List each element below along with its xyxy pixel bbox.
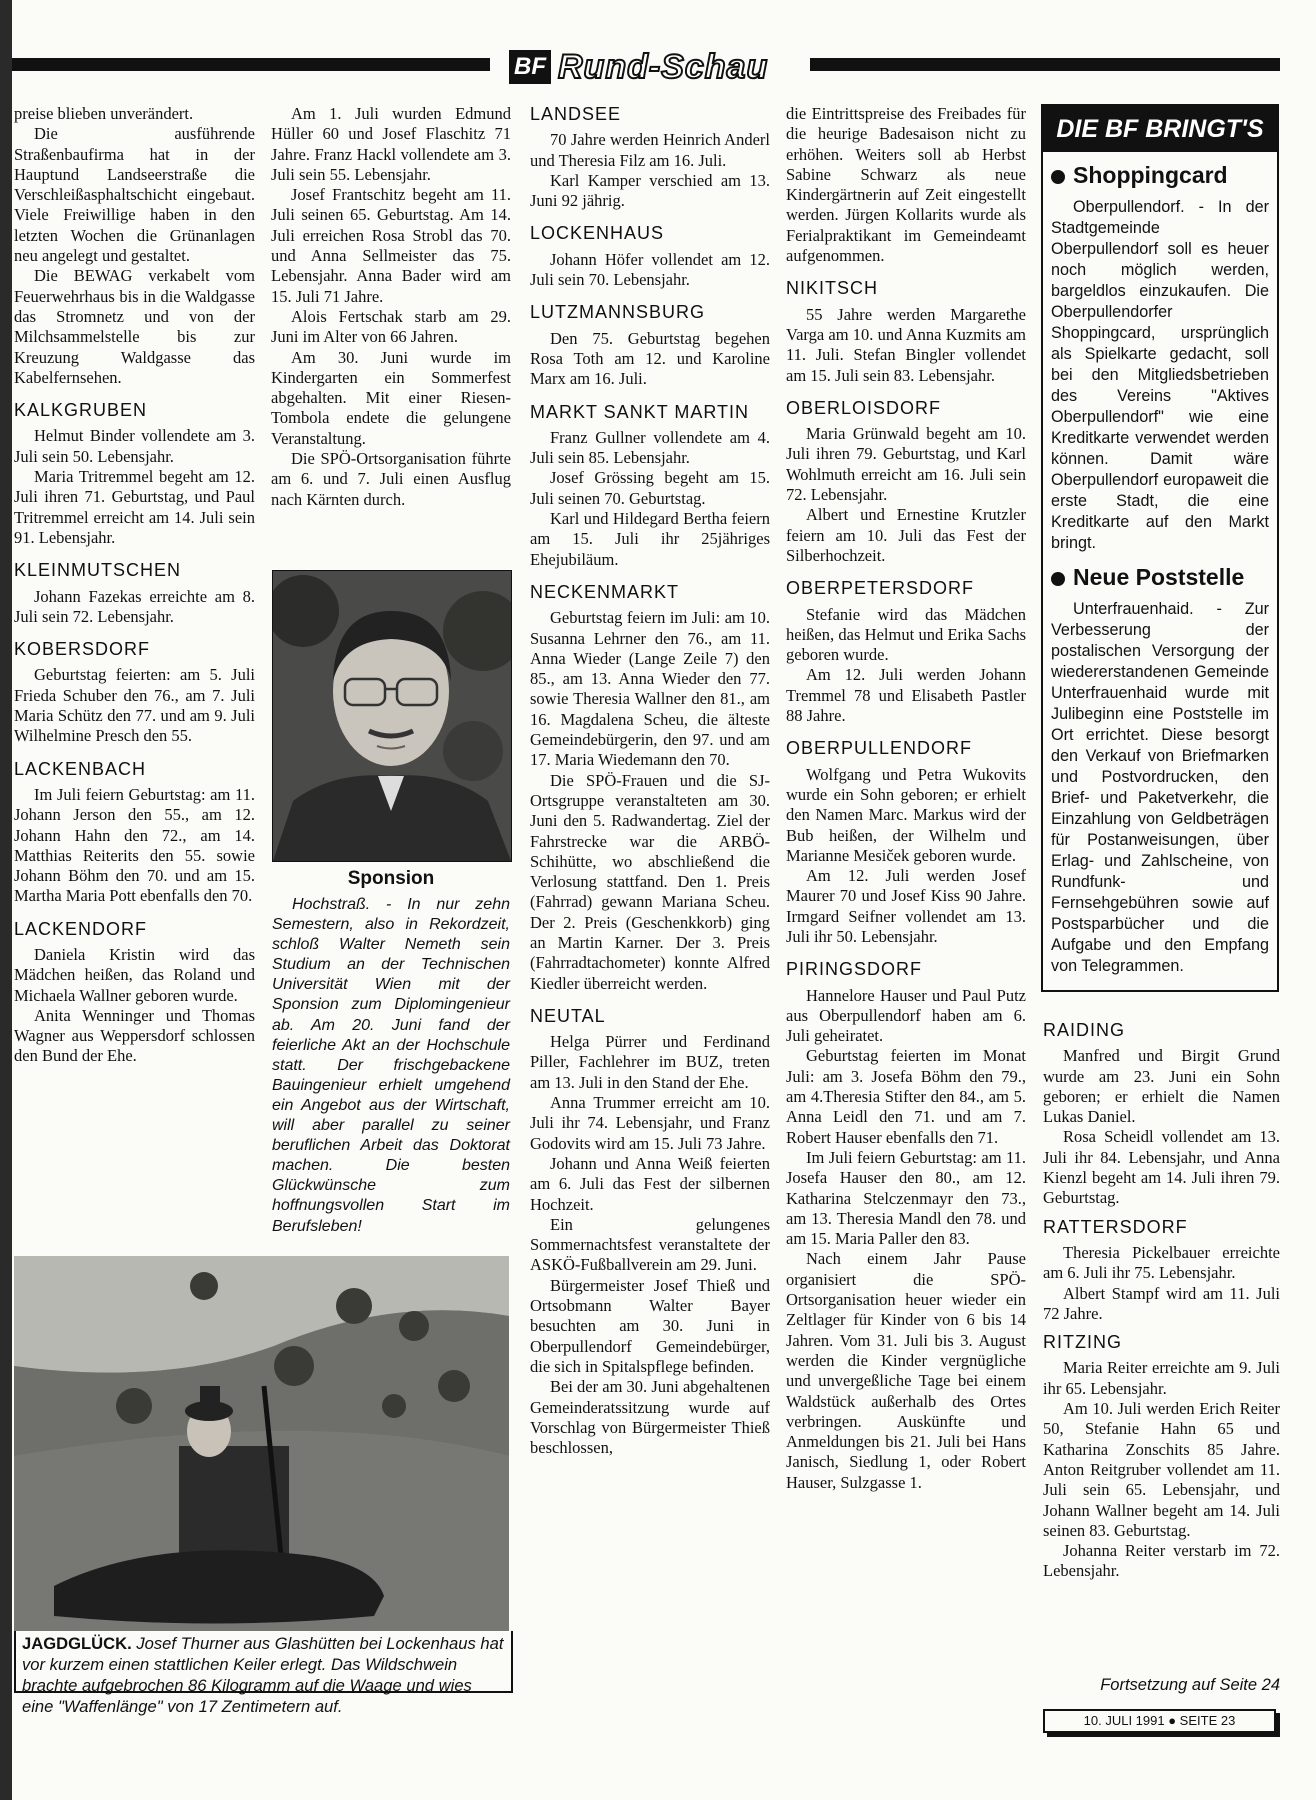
sponsion-heading: Sponsion [347, 868, 435, 889]
column-2 [271, 104, 511, 510]
article-text: Karl und Hildegard Bertha feiern am 15. Juli ihr 25jähriges Ehejubiläum. [530, 509, 770, 569]
article-text: Den 75. Geburtstag begehen Rosa Toth am 12. und Karoline Marx am 16. Juli. [530, 328, 770, 389]
section-title: Rund-Schau [558, 48, 769, 86]
masthead [12, 48, 1282, 88]
bf-logo: BF [509, 50, 551, 84]
column-5 [1043, 1012, 1280, 1582]
article-text: Maria Reiter erreichte am 9. Juli ihr 65. Lebensjahr. [1043, 1358, 1280, 1398]
article-text: Josef Grössing begeht am 15. Juli seinen 70. Geburtstag. [530, 468, 770, 508]
article-text: 70 Jahre werden Heinrich Anderl und Theresia Filz am 16. Juli. [530, 130, 770, 170]
column-3 [530, 104, 770, 1458]
article-text: Die BEWAG verkabelt vom Feuerwehrhaus bis in die Waldgasse das Stromnetz und von der Milchsammelstelle bis zur Kreuzung Waldgasse das Kabelfernsehen. [14, 266, 255, 387]
article-text: Am 10. Juli werden Erich Reiter 50, Stefanie Hahn 65 und Katharina Zonschits 85 Jahre. Anton Reitgruber vollendet am 11. Juli sein 65. Lebensjahr, und Johann Wallner begeht am 14. Juli seinen 83. Geburtstag. [1043, 1399, 1280, 1540]
article-text: Albert und Ernestine Krutzler feiern am 10. Juli das Fest der Silberhochzeit. [786, 505, 1026, 565]
die-bf-bringts-box [1041, 104, 1279, 992]
section-heading: NECKENMARKT [530, 581, 680, 602]
article-text: Am 30. Juni wurde im Kindergarten ein Sommerfest abgehalten. Mit einer Riesen-Tombola endete die gelungene Veranstaltung. [271, 347, 511, 448]
article-text: Johann Fazekas erreichte am 8. Juli sein 72. Lebensjahr. [14, 586, 255, 626]
section-heading: KALKGRUBEN [14, 400, 148, 421]
masthead-rule-left [12, 58, 490, 71]
masthead-rule-right [810, 58, 1280, 71]
section-heading: RITZING [1043, 1332, 1122, 1353]
article-text: Bei der am 30. Juni abgehaltenen Gemeinderatssitzung wurde auf Vorschlag von Bürgermeister Thieß beschlossen, [530, 1377, 770, 1458]
portrait-photo [272, 570, 512, 862]
article-text: die Eintrittspreise des Freibades für die heurige Badesaison nicht zu erhöhen. Weiters soll ab Herbst Sabine Schwarz als neue Kindergärtnerin auf Zeit eingestellt werden. Jürgen Kollarits wurde als Ferialpraktikant im Gemeindeamt aufgenommen. [786, 104, 1026, 266]
section-heading: KOBERSDORF [14, 639, 151, 660]
section-heading: KLEINMUTSCHEN [14, 560, 182, 581]
column-1 [14, 104, 255, 1067]
article-text: Anna Trummer erreicht am 10. Juli ihr 74. Lebensjahr, und Franz Godovits wird am 15. Juli 73 Jahre. [530, 1093, 770, 1153]
article-text: Theresia Pickelbauer erreichte am 6. Juli ihr 75. Lebensjahr. [1043, 1242, 1280, 1283]
section-heading: OBERPETERSDORF [786, 578, 975, 599]
box-text: Oberpullendorf. - In der Stadtgemeinde Oberpullendorf soll es heuer noch möglich werden, bargeldlos einzukaufen. Die Oberpullendorfer Shoppingcard, ursprünglich als Spielkarte gedacht, soll bei den Mitgliedsbetrieben des Vereins "Aktives Oberpullendorf" wie eine Kreditkarte verwendet werden können. Damit wäre Oberpullendorf europaweit die erste Stadt, die eine Kreditkarte auf den Markt bringt. [1051, 198, 1269, 552]
section-heading: RATTERSDORF [1043, 1216, 1188, 1237]
article-text: Johann Höfer vollendet am 12. Juli sein 70. Lebensjahr. [530, 249, 770, 290]
section-heading: NIKITSCH [786, 278, 879, 299]
article-text: Wolfgang und Petra Wukovits wurde ein Sohn geboren; er erhielt den Namen Marc. Markus wird der Bub heißen, der Wilhelm und Marianne Mesiček geboren wurde. [786, 764, 1026, 865]
caption-text: Josef Thurner aus Glashütten bei Lockenhaus hat vor kurzem einen stattlichen Keiler erlegt. Das Wildschwein brachte aufgebrochen 86 Kilogramm auf die Waage und wies eine "Waffenlänge" von 17 Zentimetern auf. [22, 1634, 504, 1716]
bullet-icon [1051, 170, 1065, 184]
article-text: Ein gelungenes Sommernachtsfest veranstaltete der ASKÖ-Fußballverein am 29. Juni. [530, 1214, 770, 1275]
article-text: Am 12. Juli werden Johann Tremmel 78 und Elisabeth Pastler 88 Jahre. [786, 665, 1026, 726]
article-text: Helmut Binder vollendete am 3. Juli sein 50. Lebensjahr. [14, 426, 255, 466]
article-text: Die SPÖ-Frauen und die SJ-Ortsgruppe veranstalteten am 30. Juni den 5. Radwandertag. Ziel der Fahrstrecke war die ARBÖ-Schihütte, wo abschließend die Verlosung stattfand. Den 1. Preis (Fahrrad) gewann Mariana Scheu. Der 2. Preis (Geschenkkorb) ging an Martin Karner. Der 3. Preis (Fahrradtachometer) konnte Alfred Kiedler überreicht werden. [530, 770, 770, 993]
article-text: Stefanie wird das Mädchen heißen, das Helmut und Erika Sachs geboren wurde. [786, 604, 1026, 665]
section-heading: LANDSEE [530, 104, 622, 124]
article-text: Geburtstag feiern im Juli: am 10. Susanna Lehrner den 76., am 11. Anna Wieder (Lange Zeile 7) den 85., am 13. Anna Wieder den 77. sowie Theresia Wallner den 81., am 16. Magdalena Scheu, die älteste Gemeindebürgerin, den 97. und am 17. Maria Wiedemann den 70. [530, 608, 770, 770]
article-text: Helga Pürrer und Ferdinand Piller, Fachlehrer im BUZ, treten am 13. Juli in den Stand der Ehe. [530, 1032, 770, 1092]
page-edge [0, 0, 12, 1800]
column-4 [786, 104, 1026, 1493]
box-header: DIE BF BRINGT'S [1043, 106, 1277, 152]
hunting-photo [14, 1256, 509, 1631]
box-subheading-text: Shoppingcard [1073, 162, 1228, 188]
section-heading: PIRINGSDORF [786, 959, 923, 980]
article-text: Nach einem Jahr Pause organisiert die SPÖ-Ortsorganisation heuer wieder ein Zeltlager für Kinder von 6 bis 14 Jahren. Vom 31. Juli bis 3. August werden die Kinder vergnügliche und unvergeßliche Tage bei einem Waldstück außerhalb des Ortes verbringen. Auskünfte und Anmeldungen bis 21. Juli bei Hans Janisch, Siedlung 1, oder Robert Hauser, Sulzgasse 1. [786, 1249, 1026, 1492]
section-heading: OBERLOISDORF [786, 397, 942, 418]
article-text: Im Juli feiern Geburtstag: am 11. Josefa Hauser den 80., am 12. Katharina Stelczenmayr den 73., am 13. Theresia Mandl den 78. und am 15. Maria Paller den 83. [786, 1147, 1026, 1249]
article-text: Albert Stampf wird am 11. Juli 72 Jahre. [1043, 1283, 1280, 1323]
article-text: Hannelore Hauser und Paul Putz aus Oberpullendorf haben am 6. Juli geheiratet. [786, 985, 1026, 1046]
article-text: Bürgermeister Josef Thieß und Ortsobmann Walter Bayer besuchten am 30. Juni in Oberpullendorf Gemeindebürger, die sich in Spitalspflege befinden. [530, 1275, 770, 1376]
sponsion-text: Hochstraß. - In nur zehn Semestern, also in Rekordzeit, schloß Walter Nemeth sein Studium an der Technischen Universität Wien mit der Sponsion zum Diplomingenieur ab. Am 20. Juni fand der feierliche Akt an der Hochschule statt. Der frischgebackene Bauingenieur erhielt umgehend ein Angebot aus der Wirtschaft, will aber parallel zu seiner beruflichen Arbeit das Doktorat machen. Die besten Glückwünsche zum hoffnungsvollen Start im Berufsleben! [272, 896, 510, 1235]
article-text: Anita Wenninger und Thomas Wagner aus Weppersdorf schlossen den Bund der Ehe. [14, 1005, 255, 1066]
section-heading: LOCKENHAUS [530, 223, 665, 244]
article-text: Maria Tritremmel begeht am 12. Juli ihren 71. Geburtstag, und Paul Tritremmel erreicht am 14. Juli sein 91. Lebensjahr. [14, 467, 255, 547]
hunting-caption [14, 1631, 513, 1716]
bullet-icon [1051, 572, 1065, 586]
article-text: preise blieben unverändert. [14, 104, 194, 123]
section-heading: NEUTAL [530, 1005, 606, 1026]
article-text: Johanna Reiter verstarb im 72. Lebensjahr. [1043, 1541, 1280, 1581]
article-text: Geburtstag feierten: am 5. Juli Frieda Schuber den 76., am 7. Juli Maria Schütz den 77. und am 9. Juli Wilhelmine Presch den 55. [14, 665, 255, 746]
article-text: Daniela Kristin wird das Mädchen heißen, das Roland und Michaela Wallner geboren wurde. [14, 944, 255, 1005]
section-heading: LACKENDORF [14, 918, 148, 939]
section-heading: LACKENBACH [14, 758, 147, 779]
continuation-note: Fortsetzung auf Seite 24 [1100, 1676, 1280, 1694]
section-heading: RAIDING [1043, 1020, 1126, 1040]
article-text: Die ausführende Straßenbaufirma hat in der Hauptund Landseerstraße die Verschleißasphaltschicht eingebaut. Viele Freiwillige haben in den letzten Wochen die Grünanlagen neu angelegt und gestaltet. [14, 124, 255, 266]
article-text: Geburtstag feierten im Monat Juli: am 3. Josefa Böhm den 79., am 4.Theresia Stifter den 84., am 5. Anna Leidl den 71. und am 7. Robert Hauser ebenfalls den 71. [786, 1046, 1026, 1147]
section-heading: MARKT SANKT MARTIN [530, 401, 750, 422]
article-text: Am 12. Juli werden Josef Maurer 70 und Josef Kiss 90 Jahre. Irmgard Seifner vollendet am 13. Juli ihr 50. Lebensjahr. [786, 866, 1026, 946]
article-text: Im Juli feiern Geburtstag: am 11. Johann Jerson den 55., am 12. Johann Hahn den 72., am 14. Matthias Reiterits den 55. sowie Johann Böhm den 70. und am 15. Martha Maria Pott ebenfalls den 70. [14, 784, 255, 906]
article-text: Alois Fertschak starb am 29. Juni im Alter von 66 Jahren. [271, 306, 511, 347]
section-heading: LUTZMANNSBURG [530, 302, 706, 323]
box-text: Unterfrauenhaid. - Zur Verbesserung der postalischen Versorgung der wiedererstandenen Gemeinde Unterfrauenhaid wurde mit Julibeginn eine Poststelle im Ort errichtet. Diese besorgt den Verkauf von Briefmarken und Postvordrucken, den Brief- und Paketverkehr, die Einzahlung von Geldbeträgen für Postanweisungen, über Erlag- und Zahlscheine, von Rundfunk- und Fernsehgebühren sowie auf Postsparbücher und die Aufgabe und den Empfang von Telegrammen. [1051, 600, 1269, 975]
article-text: Josef Frantschitz begeht am 11. Juli seinen 65. Geburtstag. Am 14. Juli erreichen Rosa Strobl das 70. und Anna Sellmeister das 75. Lebensjahr. Anna Bader wird am 15. Juli 71 Jahre. [271, 185, 511, 306]
box-subheading [1051, 564, 1277, 591]
box-subheading [1051, 162, 1277, 189]
article-text: Manfred und Birgit Grund wurde am 23. Juni ein Sohn geboren; er erhielt die Namen Lukas Daniel. [1043, 1046, 1280, 1127]
caption-label: JAGDGLÜCK. [22, 1634, 132, 1653]
article-text: 55 Jahre werden Margarethe Varga am 10. und Anna Kuzmits am 11. Juli. Stefan Bingler vollendet am 15. Juli sein 83. Lebensjahr. [786, 304, 1026, 385]
section-heading: OBERPULLENDORF [786, 738, 973, 759]
page-footer-date: 10. JULI 1991 ● SEITE 23 [1043, 1709, 1276, 1733]
article-text: Franz Gullner vollendete am 4. Juli sein 85. Lebensjahr. [530, 427, 770, 468]
article-text: Maria Grünwald begeht am 10. Juli ihren 79. Geburtstag, und Karl Wohlmuth erreicht am 16. Juli sein 72. Lebensjahr. [786, 424, 1026, 505]
article-text: Rosa Scheidl vollendet am 13. Juli ihr 84. Lebensjahr, und Anna Kienzl begeht am 14. Juli ihren 79. Geburtstag. [1043, 1127, 1280, 1208]
box-subheading-text: Neue Poststelle [1073, 564, 1245, 590]
article-text: Karl Kamper verschied am 13. Juni 92 jährig. [530, 170, 770, 211]
article-text: Johann und Anna Weiß feierten am 6. Juli das Fest der silbernen Hochzeit. [530, 1153, 770, 1214]
article-text: Die SPÖ-Ortsorganisation führte am 6. und 7. Juli einen Ausflug nach Kärnten durch. [271, 449, 511, 509]
article-text: Am 1. Juli wurden Edmund Hüller 60 und Josef Flaschitz 71 Jahre. Franz Hackl vollendete am 3. Juli sein 55. Lebensjahr. [271, 104, 511, 184]
